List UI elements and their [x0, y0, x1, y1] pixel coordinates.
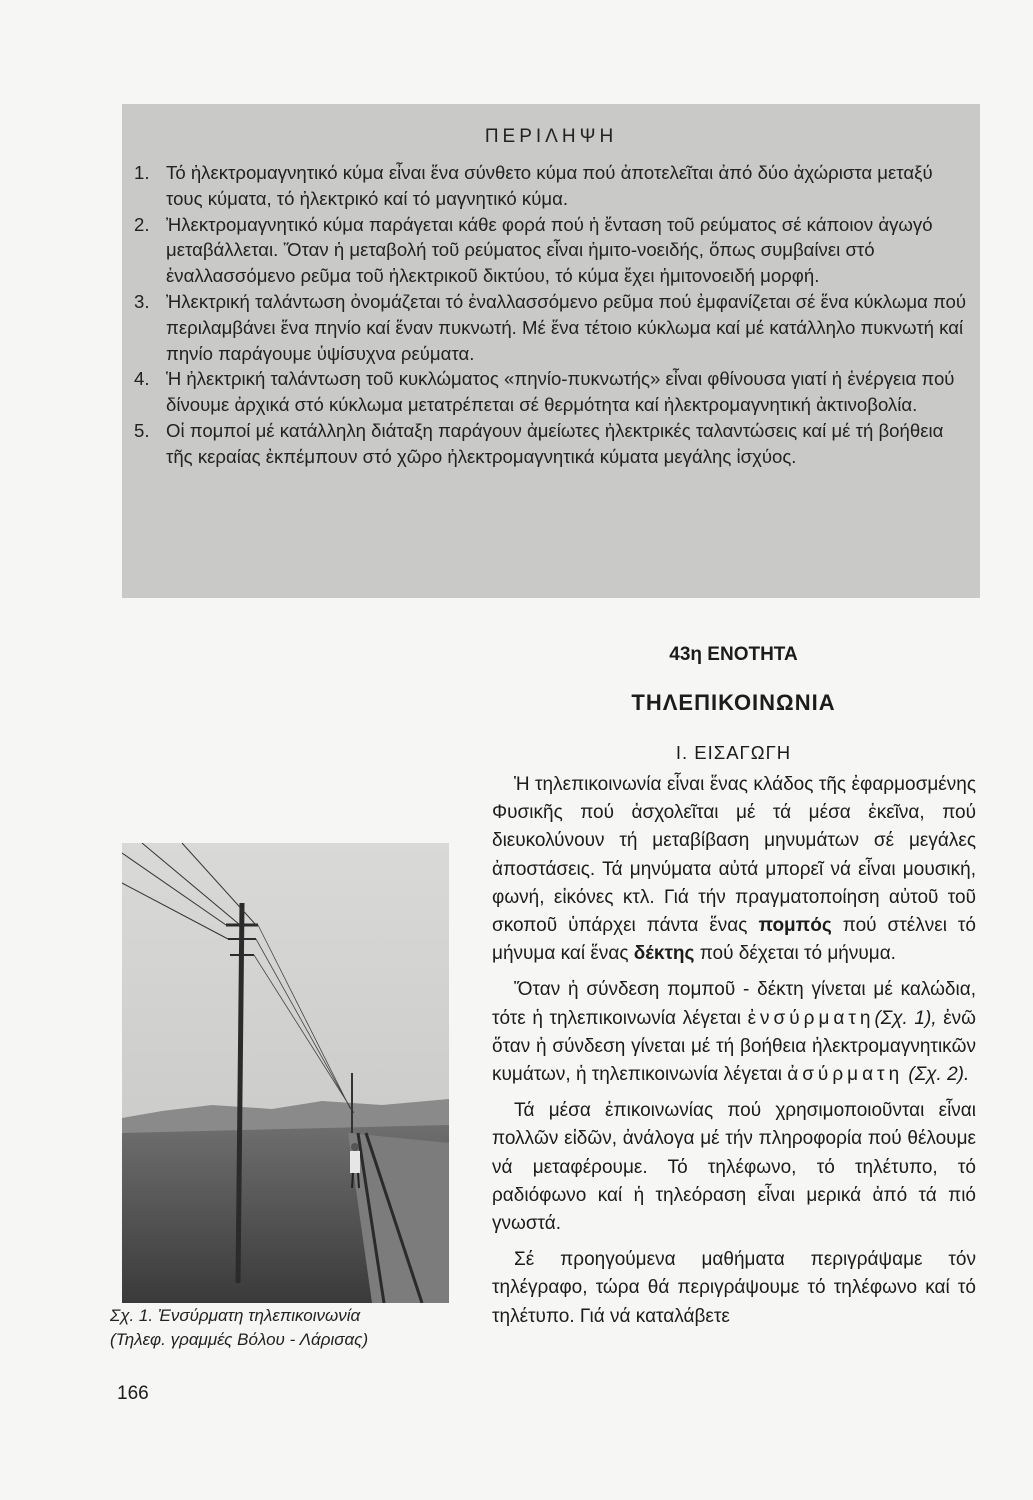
- figure-reference: (Σχ. 1),: [874, 1007, 937, 1029]
- summary-item-number: 5.: [134, 419, 150, 441]
- term-wired: ἐνσύρματη: [747, 1007, 875, 1029]
- child-figure: [350, 1151, 360, 1173]
- child-head: [351, 1143, 359, 1151]
- term-wireless: ἀσύρματη: [787, 1064, 904, 1086]
- paragraph-text: πού στέλνει τό μήνυμα καί ἕνας: [492, 915, 976, 965]
- paragraph: [492, 771, 976, 968]
- telephone-lines-photo: [122, 843, 449, 1303]
- summary-item-number: 1.: [134, 162, 150, 183]
- summary-item: [134, 418, 970, 470]
- summary-box: [122, 104, 980, 598]
- body-text: [492, 771, 976, 1339]
- summary-item: [134, 160, 970, 212]
- summary-item-number: 2.: [134, 213, 150, 235]
- paragraph-text: Ὅταν ἡ σύνδεση πομποῦ - δέκτη γίνεται μέ καλώδια, τότε ἡ τηλεπικοινωνία λέγεται: [492, 979, 976, 1029]
- summary-item-number: 3.: [134, 290, 150, 312]
- page-number: 166: [117, 1383, 149, 1404]
- summary-item: [134, 212, 970, 289]
- term-receiver: δέκτης: [633, 943, 695, 965]
- term-transmitter: πομπός: [758, 915, 832, 937]
- section-title: ΤΗΛΕΠΙΚΟΙΝΩΝΙΑ: [631, 690, 836, 715]
- child-leg: [358, 1173, 359, 1188]
- paragraph-text: πού δέχεται τό μήνυμα.: [699, 943, 896, 965]
- subsection-title: Ι. ΕΙΣΑΓΩΓΗ: [675, 742, 792, 763]
- summary-item-text: Οἱ πομποί μέ κατάλληλη διάταξη παράγουν ἀμείωτες ἠλεκτρικές ταλαντώσεις καί μέ τή βοήθεια τῆς κεραίας ἐκπέμπουν στό χῶρο ἠλεκτρομαγνητικά κύματα μεγάλης ἰσχύος.: [166, 419, 944, 467]
- paragraph: Τά μέσα ἐπικοινωνίας πού χρησιμοποιοῦνται εἶναι πολλῶν εἰδῶν, ἀνάλογα μέ τήν πληροφορία πού θέλουμε νά μεταφέρουμε. Τό τηλέφωνο, τό τηλέτυπο, τό ραδιόφωνο καί ἡ τηλεόραση εἶναι μερικά ἀπό τά πιό γνωστά.: [492, 1100, 976, 1235]
- summary-item-text: Ἡ ἠλεκτρική ταλάντωση τοῦ κυκλώματος «πηνίο-πυκνωτής» εἶναι φθίνουσα γιατί ἡ ἐνέργεια πού δίνουμε ἀρχικά στό κύκλωμα μετατρέπεται σέ θερμότητα καί ἠλεκτρομαγνητική ἀκτινοβολία.: [166, 368, 955, 416]
- summary-item-text: Ἠλεκτρομαγνητικό κύμα παράγεται κάθε φορά πού ἡ ἔνταση τοῦ ρεύματος σέ κάποιον ἀγωγό μεταβάλλεται. Ὅταν ἡ μεταβολή τοῦ ρεύματος εἶναι ἡμιτο-νοειδής, ὅπως συμβαίνει στό ἐναλλασσόμενο ρεῦμα τοῦ ἠλεκτρικοῦ δικτύου, τό κύμα ἔχει ἡμιτονοειδή μορφή.: [166, 213, 933, 287]
- section-number: 43η ΕΝΟΤΗΤΑ: [669, 644, 798, 665]
- summary-list: [134, 160, 970, 470]
- paragraph: Σέ προηγούμενα μαθήματα περιγράψαμε τόν τηλέγραφο, τώρα θά περιγράψουμε τό τηλέφωνο καί τό τηλέτυπο. Γιά νά καταλάβετε: [492, 1249, 976, 1327]
- summary-item-text: Ἠλεκτρική ταλάντωση ὀνομάζεται τό ἐναλλασσόμενο ρεῦμα πού ἐμφανίζεται σέ ἕνα κύκλωμα πού περιλαμβάνει ἕνα πηνίο καί ἕναν πυκνωτή. Μέ ἕνα τέτοιο κύκλωμα καί μέ κατάλληλο πυκνωτή καί πηνίο παράγουμε ὑψίσυχνα ρεύματα.: [166, 290, 967, 364]
- figure-reference: (Σχ. 2).: [908, 1064, 970, 1086]
- paragraph: [492, 976, 976, 1089]
- summary-item: [134, 366, 970, 418]
- figure-caption: [110, 1304, 460, 1352]
- summary-title: ΠΕΡΙΛΗΨΗ: [484, 126, 618, 147]
- paragraph-text: ἐνῶ ὅταν ἡ σύνδεση γίνεται μέ τή βοήθεια ἠλεκτρομαγνητικῶν κυμάτων, ἡ τηλεπικοινωνία λέγεται: [492, 1007, 977, 1086]
- photo-illustration: [122, 843, 449, 1303]
- summary-item-text: Τό ἠλεκτρομαγνητικό κύμα εἶναι ἕνα σύνθετο κύμα πού ἀποτελεῖται ἀπό δύο ἀχώριστα μεταξύ τους κύματα, τό ἠλεκτρικό καί τό μαγνητικό κύμα.: [166, 162, 933, 209]
- summary-item: [134, 289, 970, 366]
- caption-line: Σχ. 1. Ἐνσύρματη τηλεπικοινωνία: [110, 1306, 361, 1325]
- paragraph-text: Ἡ τηλεπικοινωνία εἶναι ἕνας κλάδος τῆς ἐφαρμοσμένης Φυσικῆς πού ἀσχολεῖται μέ τά μέσα ἐκεῖνα, πού διευκολύνουν τή μεταβίβαση μηνυμάτων σέ μεγάλες ἀποστάσεις. Τά μηνύματα αὐτά μπορεῖ νά εἶναι μουσική, φωνή, εἰκόνες κτλ. Γιά τήν πραγματοποίηση αὐτοῦ τοῦ σκοποῦ ὑπάρχει πάντα ἕνας: [492, 774, 976, 937]
- caption-line: (Τηλεφ. γραμμές Βόλου - Λάρισας): [110, 1330, 369, 1349]
- child-leg: [352, 1173, 353, 1188]
- summary-item-number: 4.: [134, 368, 150, 390]
